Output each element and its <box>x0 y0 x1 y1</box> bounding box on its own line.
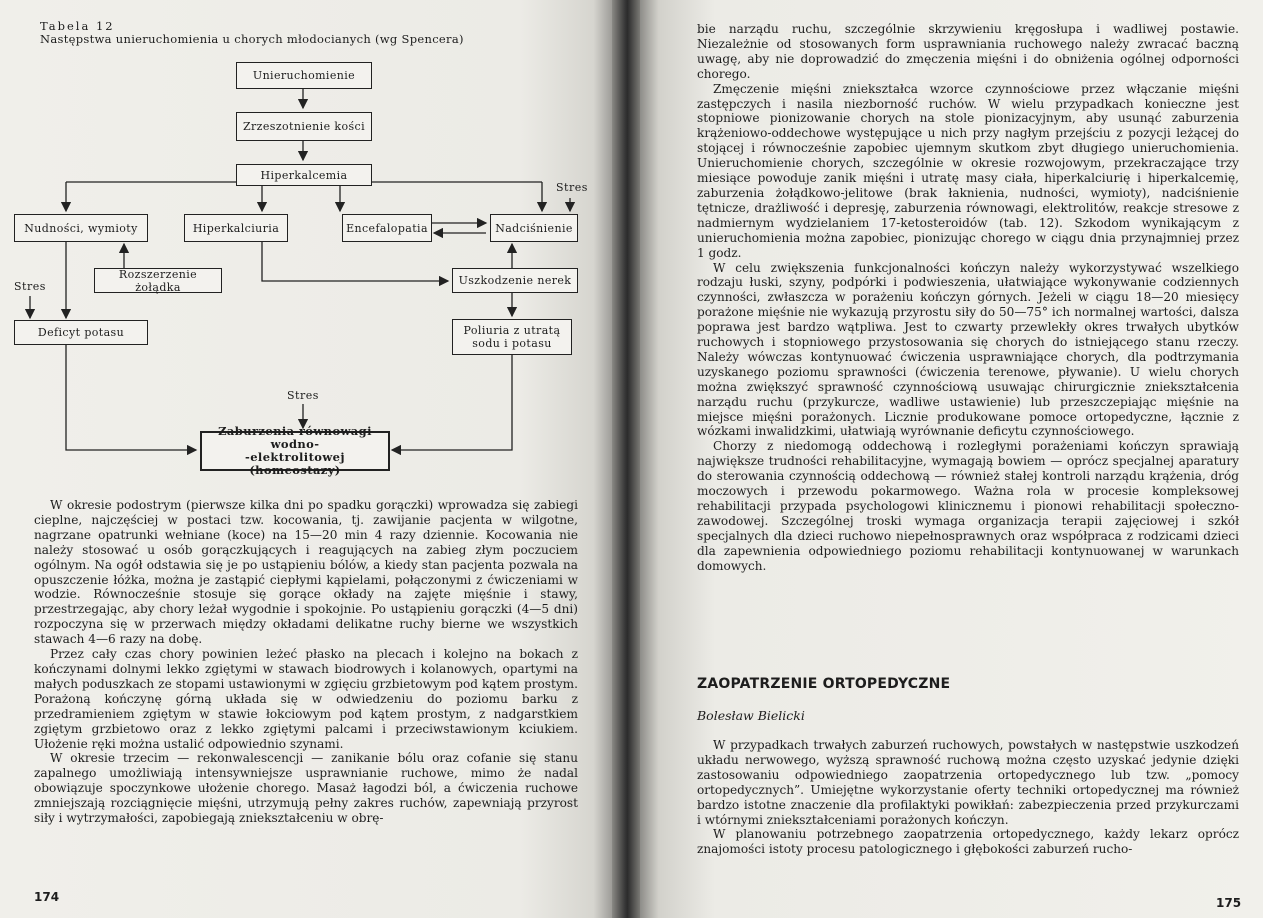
node-zrzeszotnienie: Zrzeszotnienie kości <box>236 112 372 141</box>
label-stres-left: Stres <box>14 280 46 293</box>
table-label: Tabela 12 <box>40 19 115 33</box>
section-paragraph-1: W przypadkach trwałych zaburzeń ruchowych, powstałych w następstwie uszkodzeń układu nerwowego, wyższą sprawność ruchową można często uzyskać jedynie dzięki zastosowaniu odpowiedniego zaopatrzenia ortopedycznego lub tzw. „pomocy ortopedycznych”. Umiejętne wykorzystanie oferty techniki ortopedycznej ma również bardzo istotne znaczenie dla profilaktyki powikłań: zabezpieczenia przed przykurczami i wtórnymi zniekształceniami porażonych kończyn. <box>697 738 1239 827</box>
node-nadcisnienie: Nadciśnienie <box>490 214 578 242</box>
label-stres-right: Stres <box>556 181 588 194</box>
section-title: ZAOPATRZENIE ORTOPEDYCZNE <box>697 676 951 692</box>
section-author: Bolesław Bielicki <box>697 708 805 723</box>
right-paragraph-1: bie narządu ruchu, szczególnie skrzywieniu kręgosłupa i wadliwej postawie. Niezależnie od stosowanych form usprawniania ruchowego należy zwracać baczną uwagę, aby nie doprowadzić do zmęczenia mięśni i do obniżenia ogólnej odporności chorego. <box>697 22 1239 81</box>
section-body-text <box>697 738 1239 857</box>
node-hiperkalciuria: Hiperkalciuria <box>184 214 288 242</box>
node-zaburzenia-line1: Zaburzenia równowagi wodno- <box>218 424 372 451</box>
page-number-right: 175 <box>1216 896 1242 910</box>
label-stres-center: Stres <box>287 389 319 402</box>
arrow-uszkodzenie <box>262 242 448 281</box>
node-deficyt: Deficyt potasu <box>14 320 148 345</box>
right-paragraph-4: Chorzy z niedomogą oddechową i rozległymi porażeniami kończyn sprawiają największe trudności rehabilitacyjne, wymagają bowiem — oprócz specjalnej aparatury do sterowania czynnością oddechową — również stałej kontroli narządu krążenia, dróg moczowych i przewodu pokarmowego. Ważna rola w procesie kompleksowej rehabilitacji przypada psychologowi klinicznemu i pionowi rehabilitacji społeczno-zawodowej. Szczególnej troski wymaga organizacja terapii zajęciowej i szkół specjalnych dla dzieci ruchowo niepełnosprawnych oraz współpraca z rodzicami dzieci dla zapewnienia odpowiedniego poziomu rehabilitacji kontynuowanej w warunkach domowych. <box>697 439 1239 573</box>
node-unieruchomienie: Unieruchomienie <box>236 62 372 89</box>
right-body-text <box>697 22 1239 574</box>
node-zaburzenia <box>200 424 390 477</box>
table-caption: Następstwa unieruchomienia u chorych młodocianych (wg Spencera) <box>40 32 464 46</box>
node-poliuria-line2: sodu i potasu <box>472 337 552 350</box>
node-nudnosci: Nudności, wymioty <box>14 214 148 242</box>
node-uszkodzenie: Uszkodzenie nerek <box>452 268 578 293</box>
left-paragraph-3: W okresie trzecim — rekonwalescencji — zanikanie bólu oraz cofanie się stanu zapalnego umożliwiają intensywniejsze usprawnianie ruchowe, mimo że nadal obowiązuje spoczynkowe ułożenie chorego. Masaż łagodzi ból, a ćwiczenia ruchowe zmniejszają rozciągnięcie mięśni, utrzymują pełny zakres ruchów, zapewniają przyrost siły i wytrzymałości, zapobiegają zniekształceniu w obrę- <box>34 751 578 826</box>
node-hiperkalcemia: Hiperkalcemia <box>236 164 372 186</box>
arrow-pol-zab <box>392 355 512 450</box>
right-paragraph-2: Zmęczenie mięśni zniekształca wzorce czynnościowe przez włączanie mięśni zastępczych i nasila niezborność ruchów. W wielu przypadkach konieczne jest stopniowe pionizowanie chorych na stole pionizacyjnym, aby usunąć zaburzenia krążeniowo-oddechowe występujące u nich przy nagłym przejściu z pozycji leżącej do stojącej i równocześnie zapobiec ujemnym skutkom zbyt długiego unieruchomienia. Unieruchomienie chorych, szczególnie w okresie rozwojowym, przekraczające trzy miesiące powoduje zanik mięśni i utratę masy ciała, hiperkalciurię i hiperkalcemię, zaburzenia żołądkowo-jelitowe (brak łaknienia, nudności, wymioty), nadciśnienie tętnicze, drażliwość i depresję, zaburzenia równowagi, elektrolitów, reakcje stresowe z nadmiernym wydzielaniem 17-ketosteroidów (tab. 12). Szkodom wynikającym z unieruchomienia można zapobiec, pionizując chorego w ciągu dnia przynajmniej przez 1 godz. <box>697 81 1239 260</box>
node-poliuria-line1: Poliuria z utratą <box>463 324 561 337</box>
flow-diagram <box>0 0 612 490</box>
right-paragraph-3: W celu zwiększenia funkcjonalności kończyn należy wykorzystywać wszelkiego rodzaju łuski, szyny, podpórki i podwieszenia, ułatwiające wykonywanie codziennych czynności, zwłaszcza w porażeniu kończyn górnych. Jeżeli w ciągu 18—20 miesięcy porażone mięśnie nie wykazują przyrostu siły do 50—75° ich normalnej wartości, dalsza poprawa jest bardzo wątpliwa. Jest to czwarty przewlekły okres trwałych ubytków ruchowych i stopniowego przystosowania się chorych do istniejącego stanu rzeczy. Należy wówczas kontynuować ćwiczenia usprawniające chorych, dla podtrzymania uzyskanego poziomu sprawności (ćwiczenia terenowe, pływanie). U wielu chorych można zwiększyć sprawność czynnościową usuwając chirurgicznie zniekształcenia narządu ruchu (przykurcze, wadliwe ustawienie) lub przeszczepiając mięśnie na miejsce mięśni porażonych. Licznie produkowane pomoce ortopedyczne, łącznie z wózkami inwalidzkimi, ułatwiają wyrównanie deficytu czynnościowego. <box>697 260 1239 439</box>
section-paragraph-2: W planowaniu potrzebnego zaopatrzenia ortopedycznego, każdy lekarz oprócz znajomości istoty procesu patologicznego i głębokości zaburzeń rucho- <box>697 827 1239 857</box>
left-page <box>0 0 612 918</box>
node-poliuria <box>452 319 572 355</box>
left-paragraph-1: W okresie podostrym (pierwsze kilka dni po spadku gorączki) wprowadza się zabiegi cieplne, najczęściej w postaci tzw. kocowania, tj. zawijanie pacjenta w wilgotne, nagrzane opatrunki wełniane (koce) na 15—20 min 4 razy dziennie. Kocowania nie należy stosować u osób gorączkujących i reagujących na zabieg złym poczuciem ogólnym. Na ogół odstawia się je po ustąpieniu bólów, a kiedy stan pacjenta pozwala na opuszczenie łóżka, można je zastąpić ciepłymi kąpielami, połączonymi z ćwiczeniami w wodzie. Równocześnie stosuje się gorące okłady na zajęte mięśnie i stawy, przestrzegając, aby chory leżał wygodnie i spokojnie. Po ustąpieniu gorączki (4—5 dni) rozpoczyna się w przerwach między okładami delikatne ruchy bierne we wszystkich stawach 4—6 razy na dobę. <box>34 498 578 647</box>
left-paragraph-2: Przez cały czas chory powinien leżeć płasko na plecach i kolejno na bokach z kończynami dolnymi lekko zgiętymi w stawach biodrowych i kolanowych, opartymi na małych poduszkach ze stopami ustawionymi w zgięciu grzbietowym pod kątem prostym. Porażoną kończynę górną układa się w odwiedzeniu do poziomu barku z przedramieniem zgiętym w stawie łokciowym pod kątem prostym, z nadgarstkiem zgiętym grzbietowo oraz z lekko zgiętymi palcami i przeciwstawionym kciukiem. Ułożenie ręki można ustalić odpowiednio szynami. <box>34 647 578 751</box>
page-number-left: 174 <box>34 890 60 904</box>
arrow-def-zab <box>66 345 196 450</box>
left-body-text <box>34 498 578 826</box>
node-encefalopatia: Encefalopatia <box>342 214 432 242</box>
node-rozszerzenie: Rozszerzenie żołądka <box>94 268 222 293</box>
book-gutter <box>612 0 640 918</box>
node-zaburzenia-line2: -elektrolitowej (homeostazy) <box>245 450 345 477</box>
